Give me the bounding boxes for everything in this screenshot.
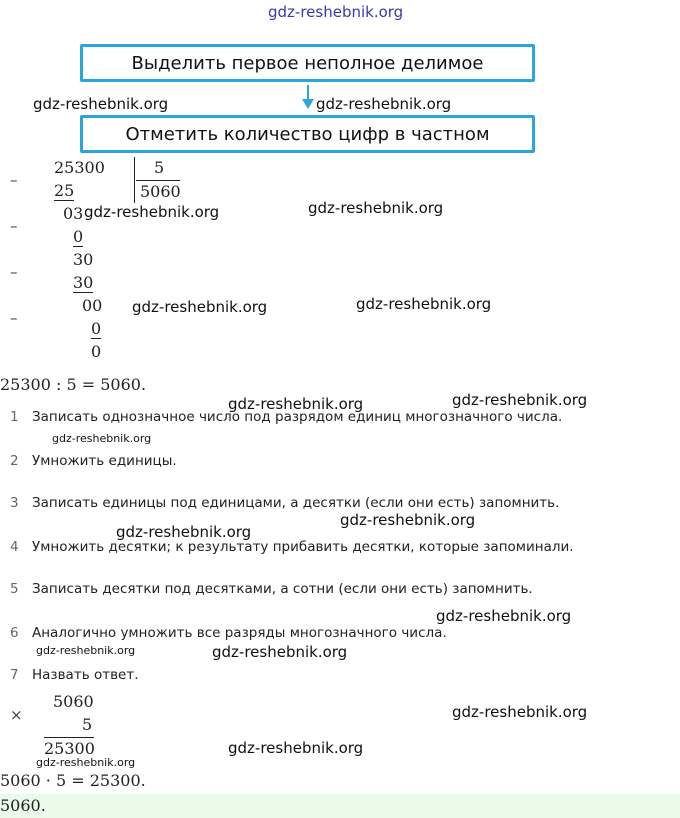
step-text: Записать однозначное число под разрядом единиц многозначного числа. [32,409,563,425]
step-text: Записать десятки под десятками, а сотни (если они есть) запомнить. [32,581,533,597]
watermark: gdz-reshebnik.org [116,523,252,541]
step-item [10,495,559,511]
multiplication-result: 5060 · 5 = 25300. [0,771,146,790]
multiplication-top: 5060 [53,692,94,711]
step-text: Назвать ответ. [32,667,139,683]
watermark-small: gdz-reshebnik.org [52,432,152,445]
step-number: 1 [10,409,19,425]
multiplication-sign: × [10,706,23,724]
flow-box-second: Отметить количество цифр в частном [80,115,535,153]
multiplication-bottom: 5 [82,715,93,734]
watermark: gdz-reshebnik.org [436,607,572,625]
multiplication-line [44,737,94,738]
division-minus-sign: – [10,217,18,235]
watermark-small: gdz-reshebnik.org [36,644,136,657]
watermark: gdz-reshebnik.org [340,511,476,529]
watermark: gdz-reshebnik.org [228,739,364,757]
step-item [10,667,138,683]
watermark: gdz-reshebnik.org [356,295,492,313]
division-quotient: 5060 [140,182,181,201]
watermark: gdz-reshebnik.org [452,391,588,409]
step-text: Аналогично умножить все разряды многозначного числа. [32,625,447,641]
step-text: Записать единицы под единицами, а десятки (если они есть) запомнить. [32,495,560,511]
step-item [10,453,177,469]
step-text: Умножить десятки; к результату прибавить десятки, которые запоминали. [32,539,574,555]
division-dividend: 25300 [54,158,105,177]
division-subtrahend: 0 [73,227,84,246]
division-subtrahend: 30 [73,273,94,292]
division-bracket-vertical [134,157,135,203]
watermark: gdz-reshebnik.org [228,395,364,413]
step-number: 2 [10,453,19,469]
division-divisor: 5 [154,158,165,177]
division-remainder: 03 [63,204,84,223]
watermark-small: gdz-reshebnik.org [36,756,136,769]
division-minus-sign: – [10,263,18,281]
watermark: gdz-reshebnik.org [308,199,444,217]
watermark: gdz-reshebnik.org [452,703,588,721]
step-number: 7 [10,667,19,683]
watermark: gdz-reshebnik.org [132,298,268,316]
answer-bar [0,794,680,818]
step-number: 4 [10,539,19,555]
division-subtrahend: 25 [54,181,75,200]
step-number: 3 [10,495,19,511]
flow-box-first: Выделить первое неполное делимое [80,44,535,82]
division-bracket-horizontal [136,180,180,181]
multiplication-result-column: 25300 [44,739,95,758]
division-minus-sign: – [10,309,18,327]
division-result: 25300 : 5 = 5060. [0,375,147,394]
watermark-top: gdz-reshebnik.org [268,3,404,21]
flow-arrow-down-icon [302,99,314,109]
watermark: gdz-reshebnik.org [212,643,348,661]
division-final-remainder: 0 [91,342,102,361]
division-minus-sign: – [10,171,18,189]
step-number: 6 [10,625,19,641]
division-remainder: 00 [82,296,103,315]
step-item [10,539,574,555]
step-item [10,581,533,597]
step-item [10,409,562,425]
step-text: Умножить единицы. [32,453,177,469]
division-subtrahend: 0 [91,319,102,338]
watermark: gdz-reshebnik.org [33,95,169,113]
step-item [10,625,447,641]
step-number: 5 [10,581,19,597]
watermark: gdz-reshebnik.org [84,203,220,221]
division-remainder: 30 [73,250,94,269]
watermark: gdz-reshebnik.org [316,95,452,113]
answer-text: 5060. [0,796,46,815]
